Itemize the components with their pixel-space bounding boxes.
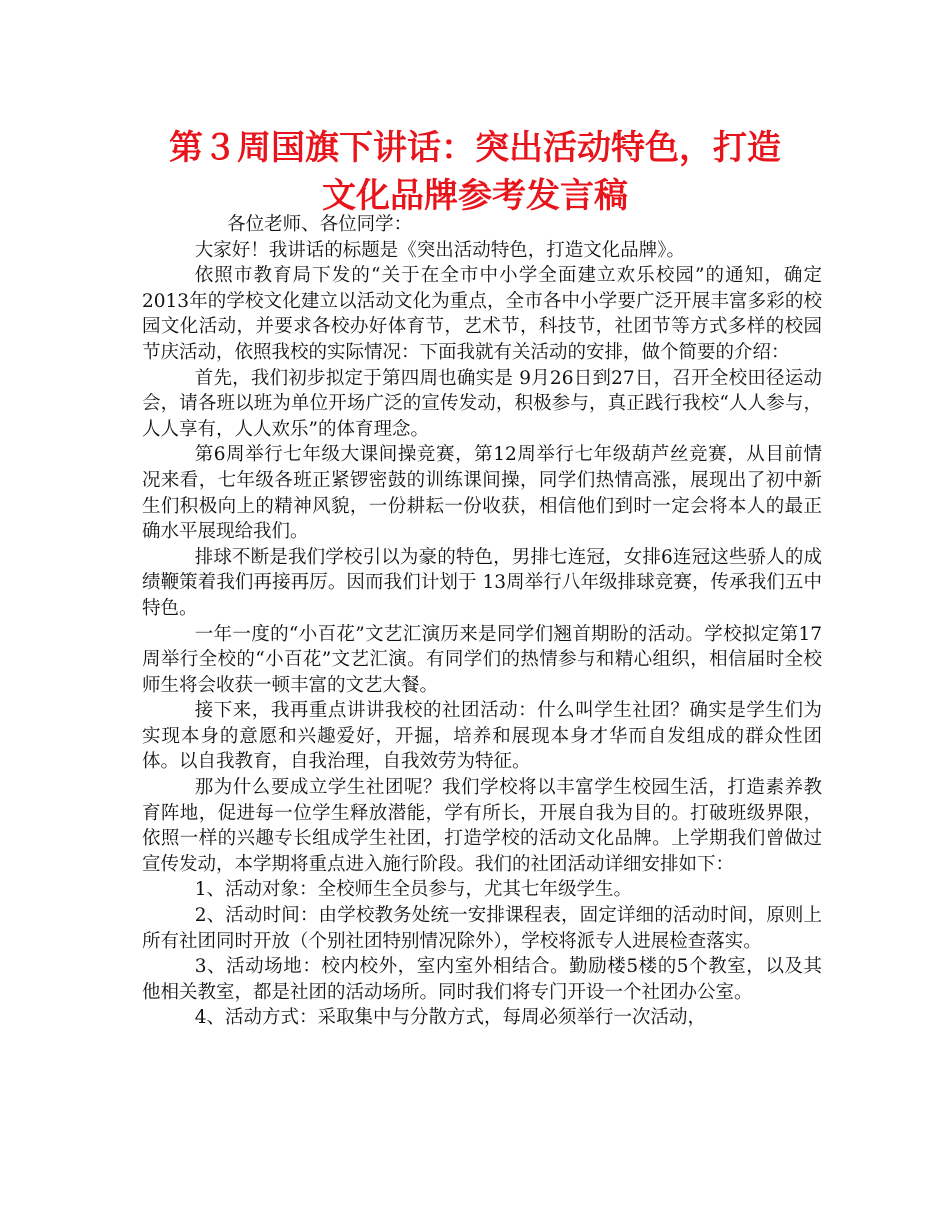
list-item: 3、活动场地：校内校外，室内室外相结合。勤励楼5楼的5个教室，以及其他相关教室，都是社团的活动场所。同时我们将专门开设一个社团办公室。	[142, 956, 822, 1003]
list-item: 4、活动方式：采取集中与分散方式，每周必须举行一次活动，	[194, 1007, 706, 1029]
list-item: 1、活动对象：全校师生全员参与，尤其七年级学生。	[194, 879, 632, 901]
title-line-2: 文化品牌参考发言稿	[322, 176, 628, 216]
title-line-1: 第３周国旗下讲话：突出活动特色，打造	[169, 128, 781, 168]
paragraph: 排球不断是我们学校引以为豪的特色，男排七连冠，女排6连冠这些骄人的成绩鞭策着我们再接再厉。因而我们计划于 13周举行八年级排球竞赛，传承我们五中特色。	[142, 546, 822, 619]
paragraph: 那为什么要成立学生社团呢？我们学校将以丰富学生校园生活，打造素养教育阵地，促进每一位学生释放潜能，学有所长，开展自我为目的。打破班级界限，依照一样的兴趣专长组成学生社团，打造学校的活动文化品牌。上学期我们曾做过宣传发动，本学期将重点进入施行阶段。我们的社团活动详细安排如下：	[142, 777, 822, 875]
paragraph: 首先，我们初步拟定于第四周也确实是 9月26日到27日，召开全校田径运动会，请各班以班为单位开场广泛的宣传发动，积极参与，真正践行我校“人人参与，人人享有，人人欢乐”的体育理念。	[142, 367, 822, 440]
paragraph: 第6周举行七年级大课间操竞赛，第12周举行七年级葫芦丝竞赛，从目前情况来看，七年级各班正紧锣密鼓的训练课间操，同学们热情高涨，展现出了初中新生们积极向上的精神风貌，一份耕耘一份收获，相信他们到时一定会将本人的最正确水平展现给我们。	[142, 444, 822, 543]
speech-body	[142, 212, 822, 1031]
paragraph: 一年一度的“小百花”文艺汇演历来是同学们翘首期盼的活动。学校拟定第17周举行全校的“小百花”文艺汇演。有同学们的热情参与和精心组织，相信届时全校师生将会收获一顿丰富的文艺大餐。	[142, 623, 822, 696]
list-item: 2、活动时间：由学校教务处统一安排课程表，固定详细的活动时间，原则上所有社团同时开放（个别社团特别情况除外），学校将派专人进展检查落实。	[142, 905, 822, 952]
paragraph: 依照市教育局下发的“关于在全市中小学全面建立欢乐校园”的通知，确定 2013年的学校文化建立以活动文化为重点，全市各中小学要广泛开展丰富多彩的校园文化活动，并要求各校办好体育节，艺术节，科技节，社团节等方式多样的校园节庆活动，依照我校的实际情况：下面我就有关活动的安排，做个简要的介绍：	[142, 265, 822, 363]
paragraph: 大家好！我讲话的标题是《突出活动特色，打造文化品牌》。	[194, 239, 685, 261]
paragraph: 接下来，我再重点讲讲我校的社团活动：什么叫学生社团？确实是学生们为实现本身的意愿和兴趣爱好，开掘，培养和展现本身才华而自发组成的群众性团体。以自我教育，自我治理，自我效劳为特征。	[142, 700, 822, 773]
paragraph-greeting: 各位老师、各位同学：	[227, 214, 413, 235]
